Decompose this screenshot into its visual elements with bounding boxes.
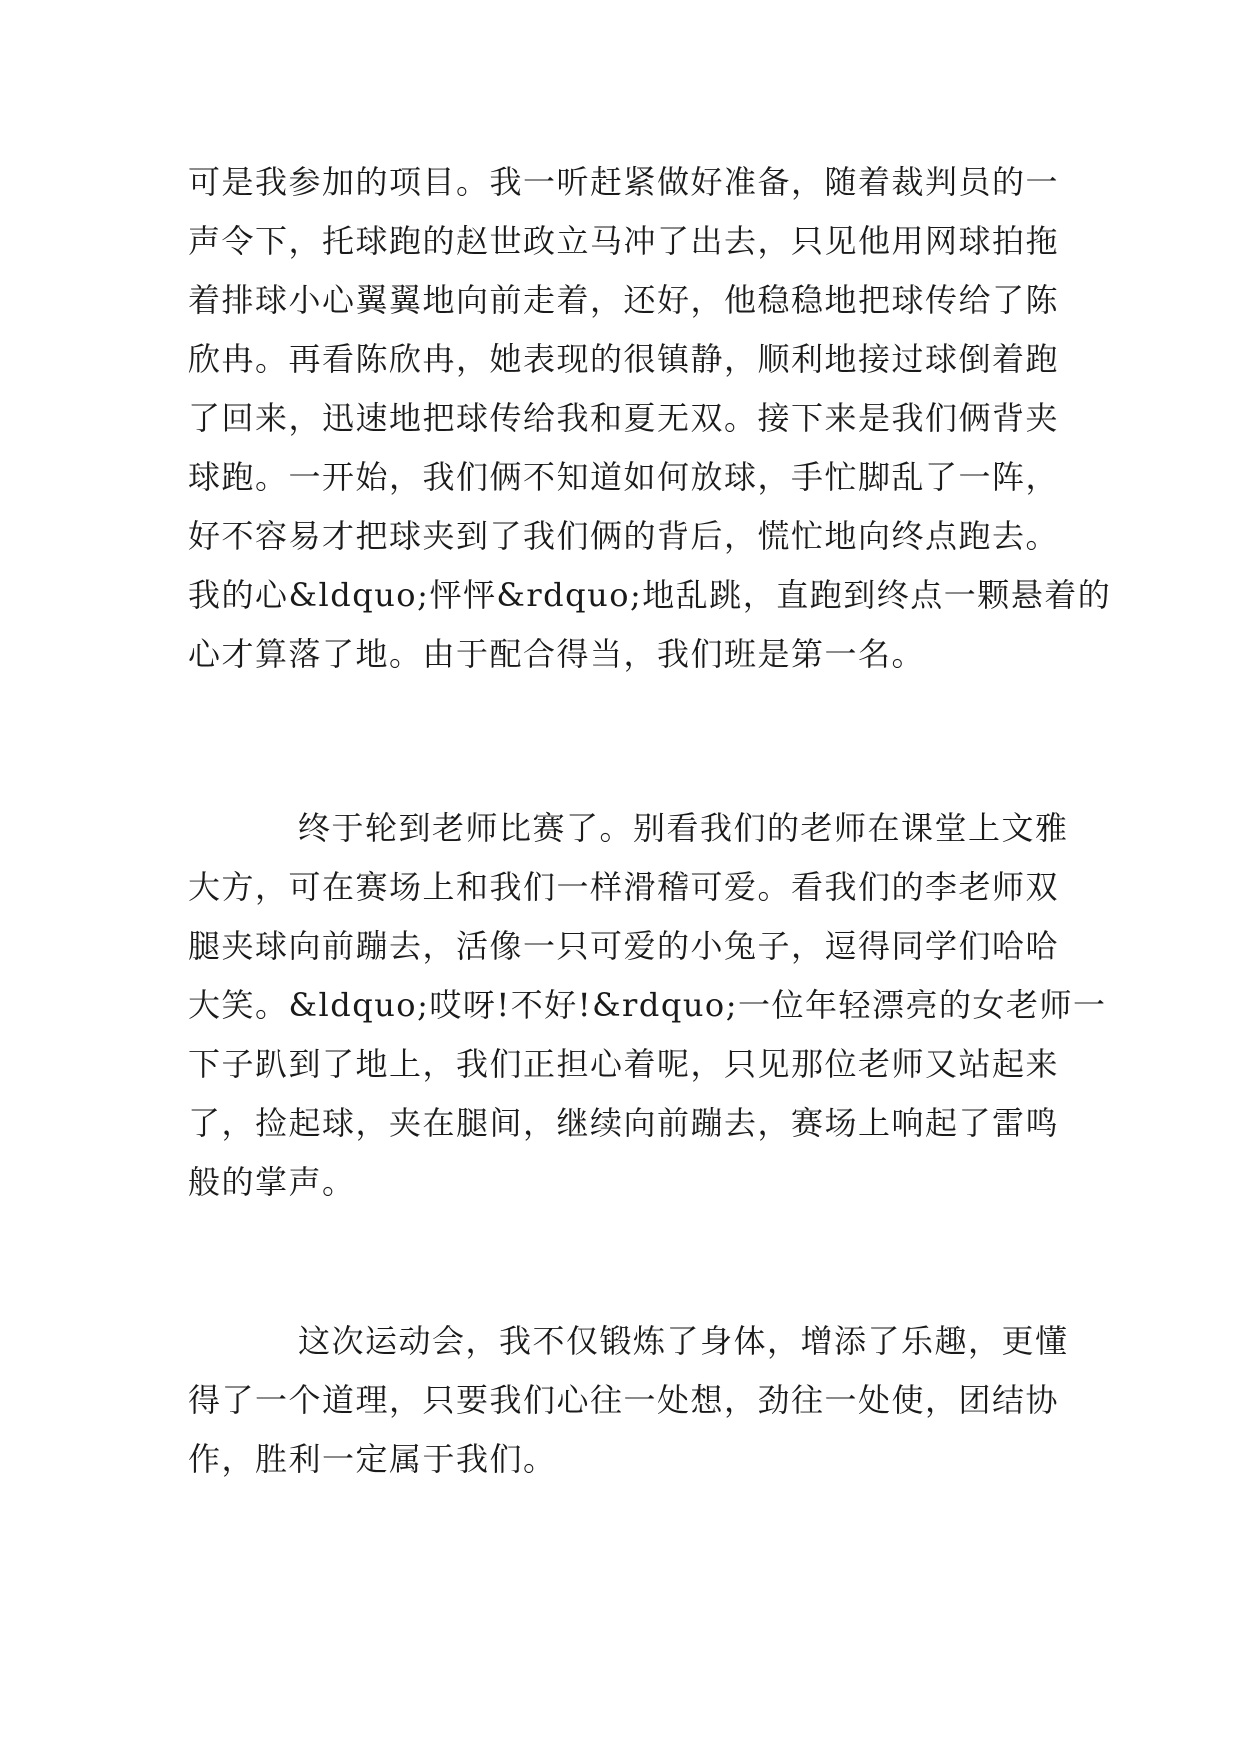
text-line: 这次运动会，我不仅锻炼了身体，增添了乐趣，更懂 [298,1322,1069,1360]
text-line: 般的掌声。 [188,1163,356,1201]
paragraph-teacher-race [188,799,1107,1212]
text-line: 声令下，托球跑的赵世政立马冲了出去，只见他用网球拍拖 [188,222,1060,260]
text-line: 终于轮到老师比赛了。别看我们的老师在课堂上文雅 [298,809,1069,847]
text-line: 好不容易才把球夹到了我们俩的背后，慌忙地向终点跑去。 [188,517,1060,555]
paragraph-conclusion [188,1312,1068,1489]
text-line: 大方，可在赛场上和我们一样滑稽可爱。看我们的李老师双 [188,868,1060,906]
text-line: 得了一个道理，只要我们心往一处想，劲往一处使，团结协 [188,1381,1060,1419]
text-line: 可是我参加的项目。我一听赶紧做好准备，随着裁判员的一 [188,163,1060,201]
text-line: 腿夹球向前蹦去，活像一只可爱的小兔子，逗得同学们哈哈 [188,927,1060,965]
text-line: 心才算落了地。由于配合得当，我们班是第一名。 [188,635,926,673]
text-line: 我的心&ldquo;怦怦&rdquo;地乱跳，直跑到终点一颗悬着的 [188,576,1112,614]
text-line: 球跑。一开始，我们俩不知道如何放球，手忙脚乱了一阵， [188,458,1060,496]
text-line: 了回来，迅速地把球传给我和夏无双。接下来是我们俩背夹 [188,399,1060,437]
text-line: 大笑。&ldquo;哎呀!不好!&rdquo;一位年轻漂亮的女老师一 [188,986,1107,1024]
paragraph-relay-race [188,153,1112,684]
text-line: 了，捡起球，夹在腿间，继续向前蹦去，赛场上响起了雷鸣 [188,1104,1060,1142]
text-line: 作，胜利一定属于我们。 [188,1440,557,1478]
text-line: 着排球小心翼翼地向前走着，还好，他稳稳地把球传给了陈 [188,281,1060,319]
text-line: 下子趴到了地上，我们正担心着呢，只见那位老师又站起来 [188,1045,1060,1083]
text-line: 欣冉。再看陈欣冉，她表现的很镇静，顺利地接过球倒着跑 [188,340,1060,378]
